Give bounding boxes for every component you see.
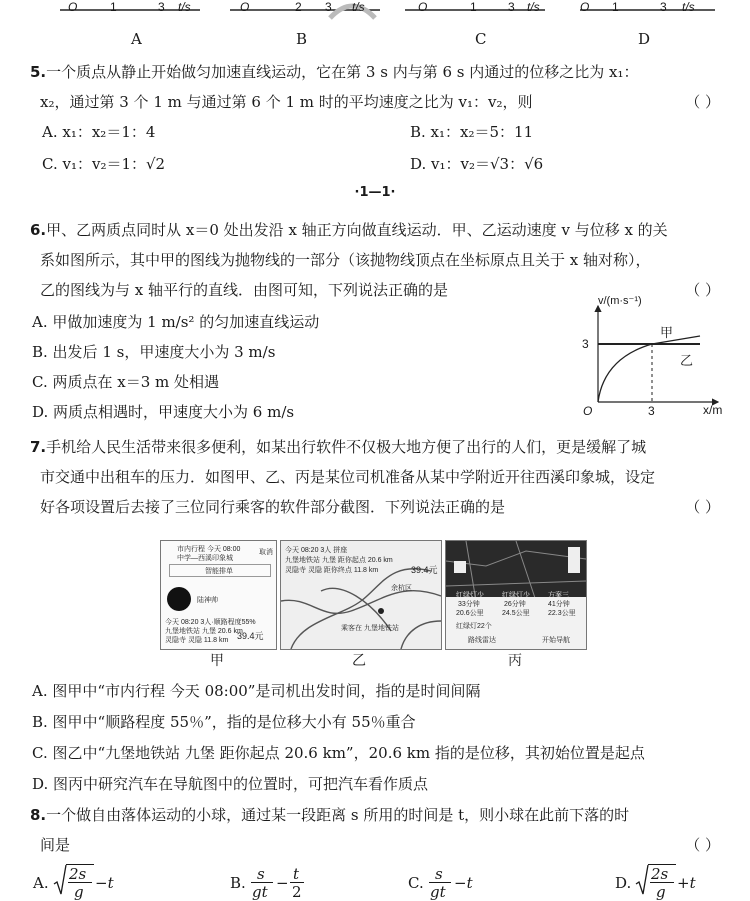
screenshot-bing (445, 540, 587, 650)
route-option-two-distance: 24.5公里 (502, 610, 530, 617)
order-summary: 今天 08:20 3人·顺路程度55% (165, 619, 256, 626)
answer-bracket: （ ） (685, 281, 720, 299)
graph-x-tick: 3 (648, 404, 655, 418)
map-district-label: 余杭区 (391, 585, 412, 592)
graph-y-label: v/(m·s⁻¹) (598, 295, 642, 307)
question-5 (30, 57, 730, 187)
option-b-tick: 3 (325, 0, 332, 14)
driver-name: 陆神帅 (197, 597, 218, 604)
screenshot-yi (280, 540, 442, 650)
graph-y-tick: 3 (582, 337, 589, 351)
question-text: 系如图所示，其中甲的图线为抛物线的一部分（该抛物线顶点在坐标原点且关于 x 轴对称）， (40, 251, 651, 269)
option-a: A. 图甲中“市内行程 今天 08:00”是司机出发时间，指的是时间间隔 (32, 682, 481, 700)
question-text: 手机给人民生活带来很多便利，如某出行软件不仅极大地方便了出行的人们，更是缓解了城 (46, 438, 647, 456)
option-b: B. 出发后 1 s，甲速度大小为 3 m/s (32, 343, 276, 361)
option-label: D. (615, 874, 632, 892)
stop-one: 九堡地铁站 九堡 20.6 km (165, 628, 243, 635)
sqrt-numerator: 2s (651, 865, 669, 883)
option-d: D. v₁：v₂＝√3：√6 (410, 155, 544, 173)
question-text: x₂，通过第 3 个 1 m 与通过第 6 个 1 m 时的平均速度之比为 v₁：v₂，则 (40, 93, 533, 111)
question-text: 好各项设置后去接了三位同行乘客的软件部分截图．下列说法正确的是 (40, 498, 506, 516)
option-c: C. v₁：v₂＝1：√2 (42, 155, 166, 173)
question-number: 7. (30, 438, 47, 456)
route-radar-button: 路线雷达 (468, 637, 496, 644)
question-text: 甲、乙两质点同时从 x＝0 处出发沿 x 轴正方向做直线运动．甲、乙运动速度 v 与位移 x 的关 (46, 221, 668, 239)
stop-two: 灵隐寺 灵隐 11.8 km (165, 637, 229, 644)
sqrt-numerator: 2s (69, 865, 87, 883)
route-option-three-tag: 方案三 (548, 592, 569, 599)
question-text: 间是 (40, 836, 71, 854)
fraction-denominator: gt (252, 883, 268, 901)
option-b-label: B (296, 30, 308, 48)
cancel-link: 取消 (259, 549, 273, 556)
option-c-axis-label: t/s (527, 0, 540, 14)
route-option-one-time: 33分钟 (458, 601, 480, 608)
option-c-origin: O (418, 0, 428, 14)
answer-bracket: （ ） (685, 498, 720, 516)
pickup-stop: 九堡地铁站 九堡 距你起点 20.6 km (285, 557, 393, 564)
option-a-tick: 3 (158, 0, 165, 14)
answer-bracket: （ ） (685, 93, 720, 111)
trip-time: 市内行程 今天 08:00 (177, 546, 241, 553)
option-d: D. 两质点相遇时，甲速度大小为 6 m/s (32, 403, 295, 421)
series-jia-label: 甲 (660, 325, 674, 340)
option-tail: −t (95, 874, 114, 892)
option-b-origin: O (240, 0, 250, 14)
fare: 39.4元 (411, 565, 438, 575)
question-7 (30, 432, 730, 532)
trip-route: 中学—西溪印象城 (177, 555, 233, 562)
question-number: 8. (30, 806, 47, 824)
fraction-denominator: gt (430, 883, 446, 901)
series-yi-label: 乙 (680, 353, 694, 368)
q8-option-a (33, 862, 203, 900)
option-c-tick: 3 (508, 0, 515, 14)
fraction-numerator: t (293, 865, 300, 883)
option-c-tick: 1 (470, 0, 477, 14)
route-option-two-time: 26分钟 (504, 601, 526, 608)
option-label: B. (230, 874, 246, 892)
screenshot-jia (160, 540, 277, 650)
option-a-origin: O (68, 0, 78, 14)
page-number: ·1—1· (354, 185, 396, 200)
fraction-numerator: s (435, 865, 443, 883)
route-option-two-tag: 红绿灯少 (502, 592, 530, 599)
smart-dispatch: 智能排单 (205, 568, 233, 575)
velocity-position-graph (570, 295, 735, 425)
option-d-axis-label: t/s (682, 0, 695, 14)
question-text: 市交通中出租车的压力．如图甲、乙、丙是某位司机准备从某中学附近开往西溪印象城，设定 (40, 468, 656, 486)
option-b-tick: 2 (295, 0, 302, 14)
sqrt-denominator: g (74, 883, 84, 901)
order-time: 今天 08:20 3人 拼座 (285, 547, 348, 554)
option-label: C. (408, 874, 424, 892)
fraction-numerator: s (257, 865, 265, 883)
graph-x-label: x/m (703, 403, 723, 417)
q8-option-c (408, 862, 578, 900)
q8-option-b (230, 862, 400, 900)
traffic-light-count: 红绿灯22个 (456, 623, 492, 630)
dropoff-stop: 灵隐寺 灵隐 距你终点 11.8 km (285, 567, 379, 574)
option-c: C. 两质点在 x＝3 m 处相遇 (32, 373, 220, 391)
option-b: B. 图甲中“顺路程度 55％”，指的是位移大小有 55％重合 (32, 713, 416, 731)
fraction-denominator: 2 (292, 883, 302, 901)
route-option-three-time: 41分钟 (548, 601, 570, 608)
option-c: C. 图乙中“九堡地铁站 九堡 距你起点 20.6 km”，20.6 km 指的是位移，其初始位置是起点 (32, 744, 645, 762)
option-a-label: A (131, 30, 142, 48)
fare: 39.4元 (237, 631, 264, 641)
driver-avatar (167, 587, 191, 611)
series-jia-curve (598, 336, 700, 402)
question-7-options (30, 676, 730, 801)
question-text: 乙的图线为与 x 轴平行的直线．由图可知，下列说法正确的是 (40, 281, 448, 299)
option-tail: +t (677, 874, 696, 892)
option-d-label: D (638, 30, 651, 48)
route-option-three-distance: 22.3公里 (548, 610, 576, 617)
question-number: 5. (30, 63, 47, 81)
question-number: 6. (30, 221, 47, 239)
option-a-axis-label: t/s (178, 0, 191, 14)
option-b-axis-label: t/s (352, 0, 365, 14)
q8-option-d (615, 862, 735, 900)
option-a: A. x₁：x₂＝1：4 (42, 123, 156, 141)
option-d-tick: 3 (660, 0, 667, 14)
question-text: 一个做自由落体运动的小球，通过某一段距离 s 所用的时间是 t，则小球在此前下落的时 (46, 806, 630, 824)
option-d-origin: O (580, 0, 590, 14)
sqrt-denominator: g (656, 883, 666, 901)
passenger-location: 乘客在 九堡地铁站 (341, 625, 399, 632)
start-navigation-button: 开始导航 (542, 637, 570, 644)
minus-sign: − (276, 874, 289, 892)
route-option-one-distance: 20.6公里 (456, 610, 484, 617)
caption-yi: 乙 (352, 653, 366, 669)
answer-bracket: （ ） (685, 836, 720, 854)
caption-jia: 甲 (210, 653, 224, 669)
option-c-label: C (475, 30, 487, 48)
option-a: A. 甲做加速度为 1 m/s² 的匀加速直线运动 (32, 313, 320, 331)
graph-origin: O (583, 404, 593, 418)
option-tail: −t (454, 874, 473, 892)
option-d: D. 图丙中研究汽车在导航图中的位置时，可把汽车看作质点 (32, 775, 429, 793)
option-a-tick: 1 (110, 0, 117, 14)
option-d-tick: 1 (612, 0, 619, 14)
option-label: A. (33, 874, 49, 892)
option-b: B. x₁：x₂＝5：11 (410, 123, 534, 141)
route-option-one-tag: 红绿灯少 (456, 592, 484, 599)
caption-bing: 丙 (508, 653, 522, 669)
question-text: 一个质点从静止开始做匀加速直线运动，它在第 3 s 内与第 6 s 内通过的位移之比为 x₁： (46, 63, 639, 81)
